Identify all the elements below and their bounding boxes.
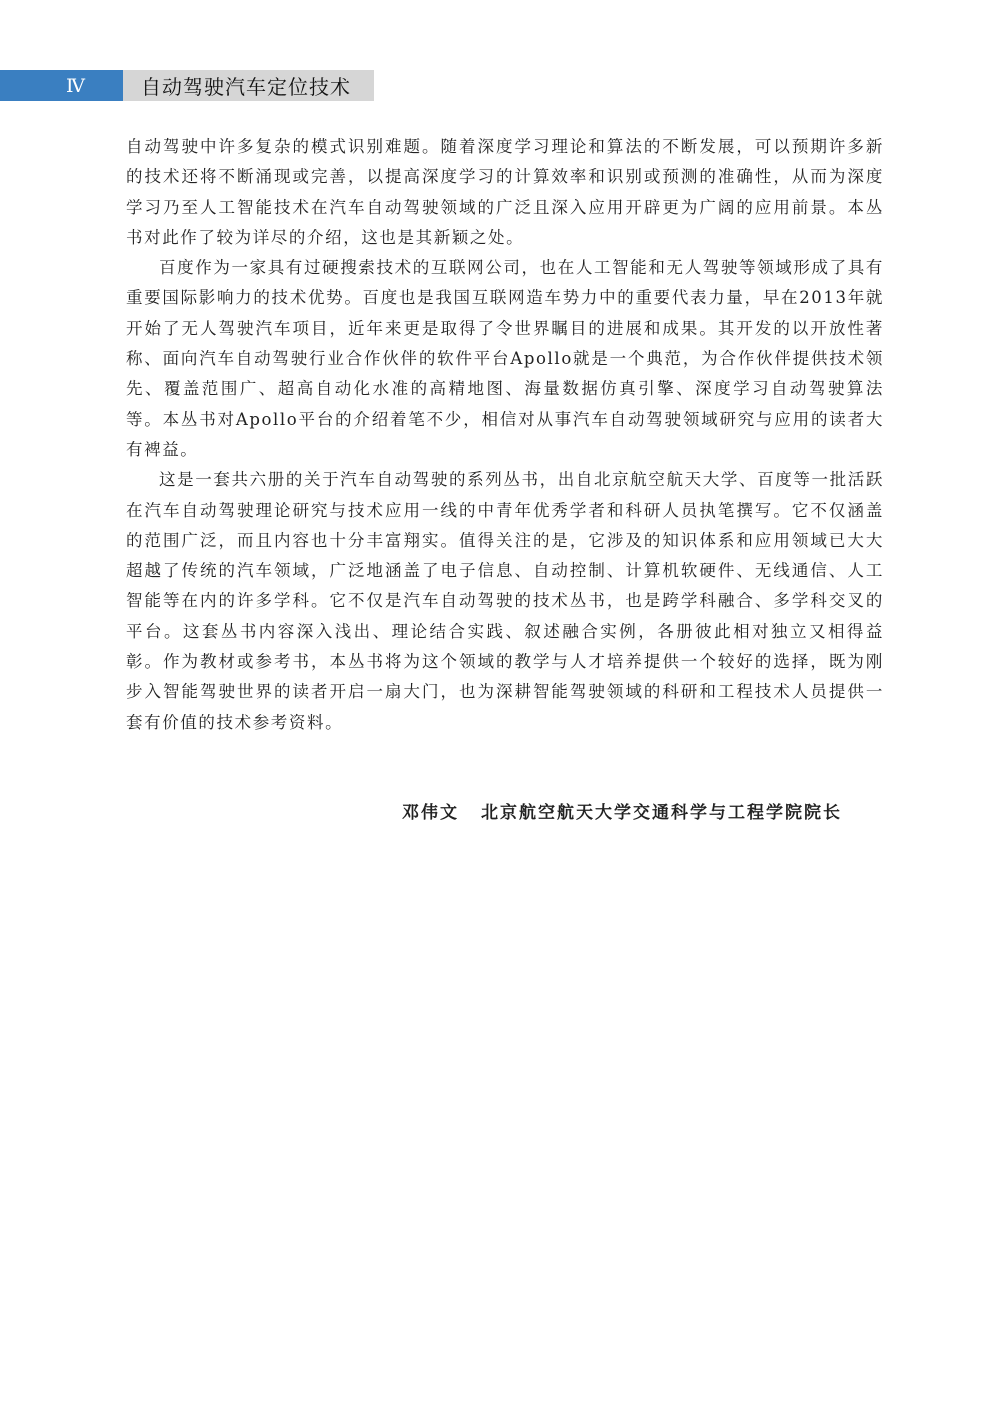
page-number: Ⅳ	[0, 70, 123, 101]
paragraph-continued: 自动驾驶中许多复杂的模式识别难题。随着深度学习理论和算法的不断发展，可以预期许多新的技术还将不断涌现或完善，以提高深度学习的计算效率和识别或预测的准确性，从而为深度学习乃至人工智能技术在汽车自动驾驶领域的广泛且深入应用开辟更为广阔的应用前景。本丛书对此作了较为详尽的介绍，这也是其新颖之处。	[126, 137, 884, 247]
body-text	[126, 132, 884, 738]
running-header	[0, 70, 374, 101]
signature	[0, 798, 842, 823]
signature-name: 邓伟文	[402, 803, 459, 823]
paragraph-baidu: 百度作为一家具有过硬搜索技术的互联网公司，也在人工智能和无人驾驶等领域形成了具有重要国际影响力的技术优势。百度也是我国互联网造车势力中的重要代表力量，早在2013年就开始了无人驾驶汽车项目，近年来更是取得了令世界瞩目的进展和成果。其开发的以开放性著称、面向汽车自动驾驶行业合作伙伴的软件平台Apollo就是一个典范，为合作伙伴提供技术领先、覆盖范围广、超高自动化水准的高精地图、海量数据仿真引擎、深度学习自动驾驶算法等。本丛书对Apollo平台的介绍着笔不少，相信对从事汽车自动驾驶领域研究与应用的读者大有裨益。	[126, 258, 884, 459]
paragraph-series: 这是一套共六册的关于汽车自动驾驶的系列丛书，出自北京航空航天大学、百度等一批活跃在汽车自动驾驶理论研究与技术应用一线的中青年优秀学者和科研人员执笔撰写。它不仅涵盖的范围广泛，而且内容也十分丰富翔实。值得关注的是，它涉及的知识体系和应用领域已大大超越了传统的汽车领域，广泛地涵盖了电子信息、自动控制、计算机软硬件、无线通信、人工智能等在内的许多学科。它不仅是汽车自动驾驶的技术丛书，也是跨学科融合、多学科交叉的平台。这套丛书内容深入浅出、理论结合实践、叙述融合实例，各册彼此相对独立又相得益彰。作为教材或参考书，本丛书将为这个领域的教学与人才培养提供一个较好的选择，既为刚步入智能驾驶世界的读者开启一扇大门，也为深耕智能驾驶领域的科研和工程技术人员提供一套有价值的技术参考资料。	[126, 470, 884, 732]
signature-affiliation: 北京航空航天大学交通科学与工程学院院长	[481, 803, 842, 823]
book-title: 自动驾驶汽车定位技术	[123, 70, 374, 101]
